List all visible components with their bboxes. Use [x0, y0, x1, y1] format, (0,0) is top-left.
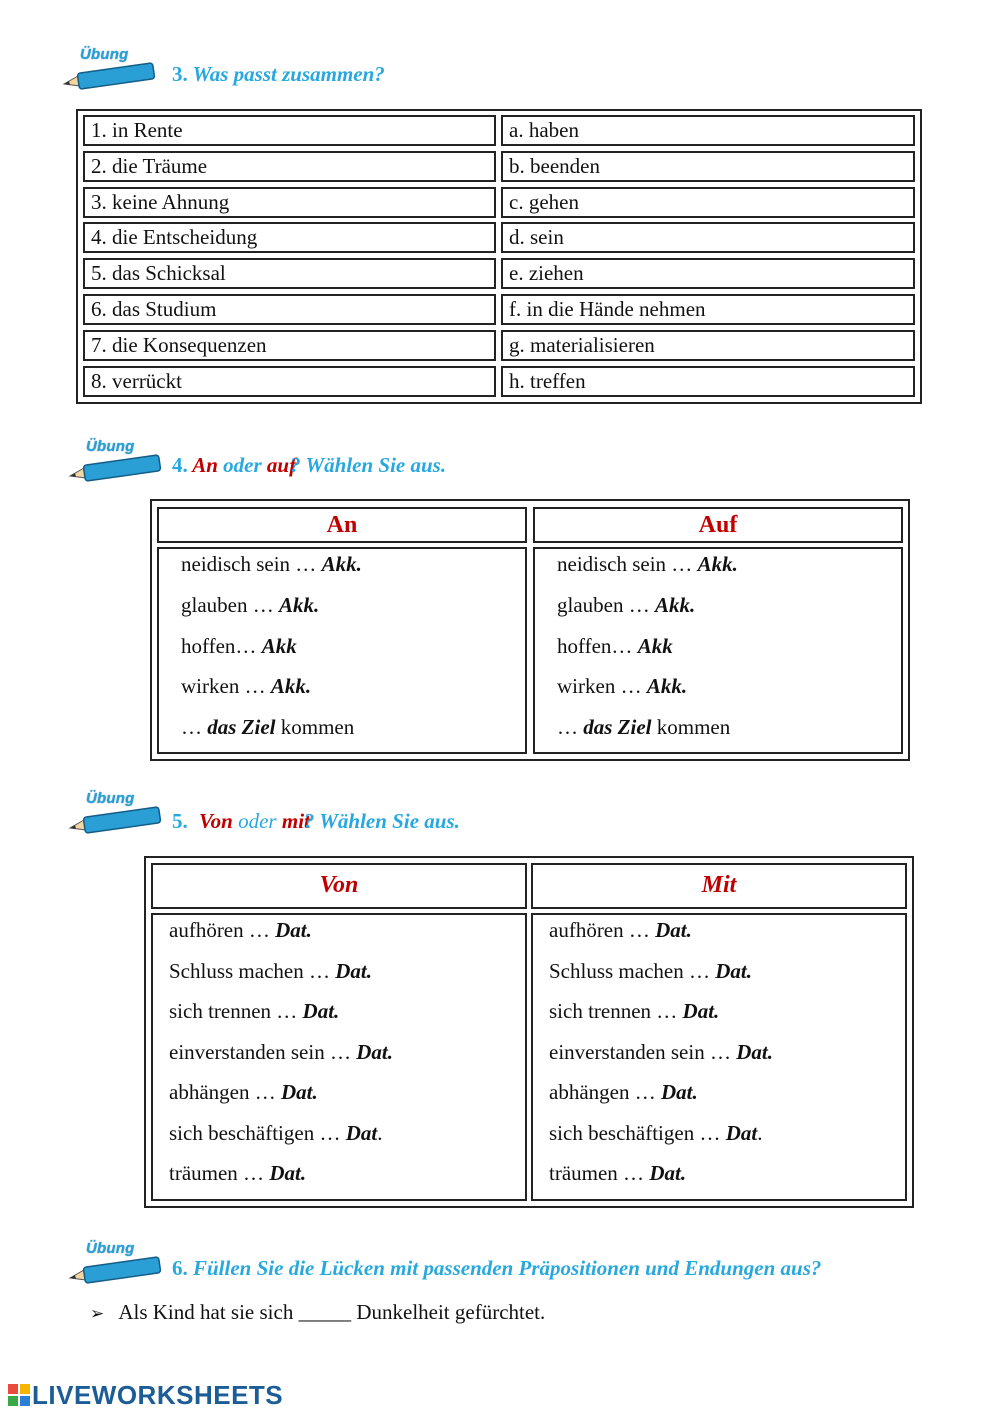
preposition-phrase: [557, 634, 673, 659]
case-label: Dat.: [682, 999, 720, 1023]
phrase-text: wirken …: [181, 674, 271, 699]
column-header-von: Von: [151, 863, 527, 909]
match-right-item[interactable]: a. haben: [501, 115, 915, 146]
match-left-item[interactable]: 4. die Entscheidung: [83, 222, 496, 253]
column-mit: [531, 913, 907, 1201]
phrase-text: neidisch sein …: [181, 552, 322, 576]
phrase-text: hoffen…: [181, 633, 262, 658]
phrase-text: einverstanden sein …: [169, 1039, 357, 1064]
phrase-text: einverstanden sein …: [549, 1039, 737, 1064]
match-left-item[interactable]: 8. verrückt: [83, 366, 496, 397]
column-header-auf: Auf: [533, 507, 903, 543]
pencil-icon: [68, 452, 164, 482]
preposition-phrase: [557, 674, 687, 699]
preposition-phrase: [181, 715, 354, 740]
phrase-text: wirken …: [557, 674, 647, 699]
case-label: Dat: [725, 1120, 758, 1145]
case-label: Dat.: [356, 1039, 393, 1064]
pencil-icon: [68, 804, 164, 834]
phrase-suffix: .: [757, 1120, 763, 1145]
case-label: Dat.: [335, 958, 372, 983]
phrase-text: …: [557, 715, 584, 740]
case-label: Dat.: [269, 1161, 307, 1185]
preposition-phrase: [181, 634, 297, 659]
logo-squares-icon: [8, 1382, 30, 1404]
phrase-text: träumen …: [549, 1161, 650, 1185]
phrase-text: …: [181, 715, 208, 740]
preposition-phrase: [549, 999, 719, 1024]
case-label: Dat: [345, 1120, 378, 1145]
phrase-text: neidisch sein …: [557, 552, 698, 576]
case-label: Akk.: [321, 552, 362, 576]
case-label: Dat.: [302, 999, 340, 1023]
case-label: das Ziel: [583, 715, 652, 740]
fill-in-sentence[interactable]: Als Kind hat sie sich _____ Dunkelheit gefürchtet.: [118, 1300, 546, 1324]
case-label: Dat.: [275, 918, 312, 942]
preposition-phrase: [169, 1080, 318, 1105]
case-label: Dat.: [649, 1161, 687, 1185]
match-right-item[interactable]: d. sein: [501, 222, 915, 253]
phrase-text: sich beschäftigen …: [169, 1120, 346, 1145]
case-label: Akk: [261, 633, 297, 658]
exercise-5-title: 5. Von oder mit? Wählen Sie aus.: [172, 809, 460, 833]
case-label: Dat.: [736, 1039, 773, 1064]
match-right-item[interactable]: g. materialisieren: [501, 330, 915, 361]
preposition-phrase: [549, 918, 692, 943]
exercise-6-item: [90, 1300, 545, 1325]
preposition-phrase: [181, 674, 311, 699]
case-label: Akk: [637, 633, 673, 658]
preposition-phrase: [557, 715, 730, 740]
preposition-phrase: [169, 1161, 306, 1186]
bullet-arrow-icon: ➢: [90, 1304, 105, 1324]
column-header-an: An: [157, 507, 527, 543]
phrase-text: sich trennen …: [169, 999, 303, 1023]
case-label: das Ziel: [207, 715, 276, 740]
preposition-phrase: [549, 1080, 698, 1105]
exercise-6-title: 6. Füllen Sie die Lücken mit passenden Präpositionen und Endungen aus?: [172, 1256, 822, 1280]
ubung-badge: Übung: [68, 1242, 168, 1282]
case-label: Dat.: [660, 1080, 698, 1104]
preposition-phrase: [549, 1121, 762, 1146]
phrase-text: hoffen…: [557, 633, 638, 658]
preposition-phrase: [169, 1040, 393, 1065]
phrase-text: aufhören …: [169, 918, 276, 942]
match-left-item[interactable]: 7. die Konsequenzen: [83, 330, 496, 361]
column-auf: [533, 547, 903, 754]
match-left-item[interactable]: 3. keine Ahnung: [83, 187, 496, 218]
match-left-item[interactable]: 6. das Studium: [83, 294, 496, 325]
preposition-phrase: [181, 552, 362, 577]
phrase-text: glauben …: [557, 592, 655, 617]
case-label: Akk.: [270, 674, 312, 699]
preposition-phrase: [557, 552, 738, 577]
preposition-phrase: [169, 959, 372, 984]
preposition-phrase: [181, 593, 319, 618]
phrase-text: träumen …: [169, 1161, 270, 1185]
match-right-item[interactable]: c. gehen: [501, 187, 915, 218]
pencil-icon: [68, 1254, 164, 1284]
phrase-text: sich beschäftigen …: [549, 1120, 726, 1145]
match-right-item[interactable]: h. treffen: [501, 366, 915, 397]
preposition-phrase: [549, 959, 752, 984]
phrase-text: Schluss machen …: [169, 958, 336, 983]
phrase-suffix: kommen: [651, 715, 731, 740]
match-left-item[interactable]: 5. das Schicksal: [83, 258, 496, 289]
column-header-mit: Mit: [531, 863, 907, 909]
case-label: Dat.: [715, 958, 752, 983]
case-label: Akk.: [278, 592, 320, 617]
liveworksheets-logo: LIVEWORKSHEETS: [8, 1380, 283, 1411]
phrase-suffix: kommen: [275, 715, 355, 740]
case-label: Dat.: [655, 918, 692, 942]
preposition-phrase: [549, 1161, 686, 1186]
phrase-text: sich trennen …: [549, 999, 683, 1023]
case-label: Akk.: [697, 552, 738, 576]
ubung-badge: Übung: [68, 440, 168, 480]
preposition-phrase: [169, 1121, 382, 1146]
match-right-item[interactable]: f. in die Hände nehmen: [501, 294, 915, 325]
phrase-text: glauben …: [181, 592, 279, 617]
ubung-badge: Übung: [62, 48, 162, 88]
preposition-phrase: [549, 1040, 773, 1065]
case-label: Dat.: [280, 1080, 318, 1104]
phrase-text: abhängen …: [549, 1080, 661, 1104]
match-left-item[interactable]: 2. die Träume: [83, 151, 496, 182]
exercise-3-title: 3. Was passt zusammen?: [172, 62, 385, 86]
exercise-4-title: 4. An oder auf? Wählen Sie aus.: [172, 453, 447, 477]
column-von: [151, 913, 527, 1201]
column-an: [157, 547, 527, 754]
phrase-suffix: .: [377, 1120, 383, 1145]
phrase-text: Schluss machen …: [549, 958, 716, 983]
preposition-phrase: [169, 918, 312, 943]
match-right-item[interactable]: b. beenden: [501, 151, 915, 182]
phrase-text: abhängen …: [169, 1080, 281, 1104]
phrase-text: aufhören …: [549, 918, 656, 942]
match-right-item[interactable]: e. ziehen: [501, 258, 915, 289]
case-label: Akk.: [654, 592, 696, 617]
match-left-item[interactable]: 1. in Rente: [83, 115, 496, 146]
case-label: Akk.: [646, 674, 688, 699]
ubung-badge: Übung: [68, 792, 168, 832]
preposition-phrase: [557, 593, 695, 618]
pencil-icon: [62, 60, 158, 90]
preposition-phrase: [169, 999, 339, 1024]
